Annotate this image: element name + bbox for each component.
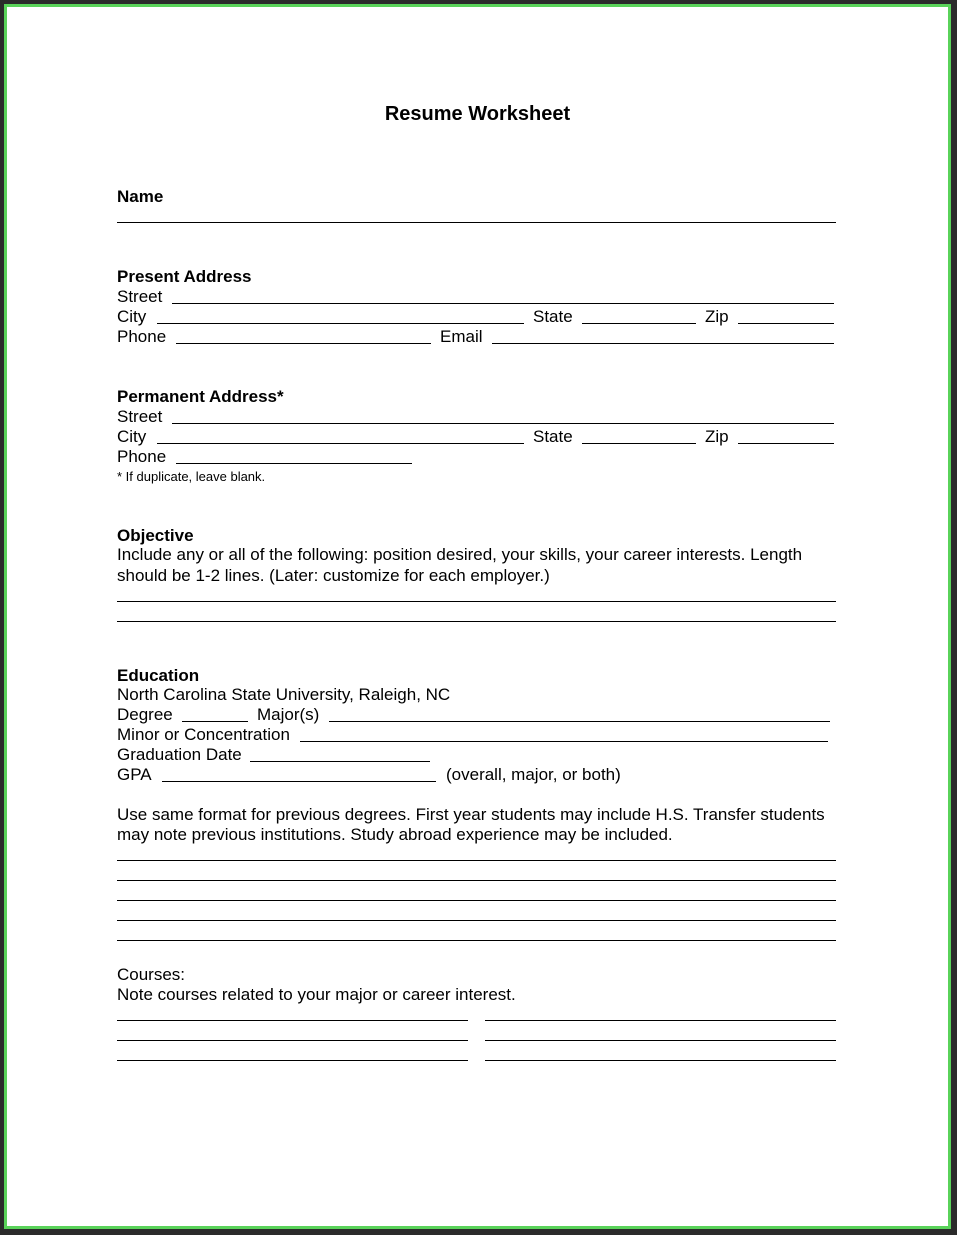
grad-date-field[interactable]	[250, 761, 430, 762]
degree-label: Degree	[117, 705, 173, 724]
present-zip-label: Zip	[705, 307, 729, 326]
permanent-state-field[interactable]	[582, 443, 696, 444]
name-field[interactable]	[117, 222, 836, 223]
present-email-field[interactable]	[492, 343, 834, 344]
permanent-state-label: State	[533, 427, 573, 446]
grad-date-label: Graduation Date	[117, 745, 242, 764]
permanent-zip-field[interactable]	[738, 443, 834, 444]
name-label: Name	[117, 187, 164, 206]
present-city-label: City	[117, 307, 147, 326]
minor-label: Minor or Concentration	[117, 725, 290, 744]
present-state-label: State	[533, 307, 573, 326]
permanent-city-label: City	[117, 427, 147, 446]
education-heading: Education	[117, 666, 200, 685]
present-email-label: Email	[440, 327, 483, 346]
education-line-2[interactable]	[117, 880, 836, 881]
objective-line-2[interactable]	[117, 621, 836, 622]
course-line-right-2[interactable]	[485, 1040, 836, 1041]
education-line-1[interactable]	[117, 860, 836, 861]
majors-label: Major(s)	[257, 705, 320, 724]
courses-note: Note courses related to your major or career interest.	[117, 985, 516, 1004]
present-city-field[interactable]	[157, 323, 524, 324]
present-phone-label: Phone	[117, 327, 167, 346]
education-line-4[interactable]	[117, 920, 836, 921]
present-street-field[interactable]	[172, 303, 834, 304]
previous-degrees-1: Use same format for previous degrees. First year students may include H.S. Transfer students	[117, 805, 825, 824]
minor-field[interactable]	[300, 741, 828, 742]
education-line-3[interactable]	[117, 900, 836, 901]
objective-instructions-1: Include any or all of the following: position desired, your skills, your career interests. Length	[117, 545, 803, 564]
majors-field[interactable]	[329, 721, 830, 722]
permanent-zip-label: Zip	[705, 427, 729, 446]
present-state-field[interactable]	[582, 323, 696, 324]
course-line-right-1[interactable]	[485, 1020, 836, 1021]
permanent-phone-field[interactable]	[176, 463, 412, 464]
previous-degrees-2: may note previous institutions. Study abroad experience may be included.	[117, 825, 673, 844]
gpa-note: (overall, major, or both)	[446, 765, 621, 784]
degree-field[interactable]	[182, 721, 248, 722]
page-title: Resume Worksheet	[384, 103, 571, 125]
present-street-label: Street	[117, 287, 163, 306]
permanent-phone-label: Phone	[117, 447, 167, 466]
gpa-field[interactable]	[162, 781, 436, 782]
present-address-heading: Present Address	[117, 267, 252, 286]
present-phone-field[interactable]	[176, 343, 431, 344]
permanent-city-field[interactable]	[157, 443, 524, 444]
permanent-address-heading: Permanent Address*	[117, 387, 284, 406]
present-zip-field[interactable]	[738, 323, 834, 324]
gpa-label: GPA	[117, 765, 152, 784]
education-line-5[interactable]	[117, 940, 836, 941]
course-line-left-1[interactable]	[117, 1020, 468, 1021]
objective-instructions-2: should be 1-2 lines. (Later: customize for each employer.)	[117, 566, 550, 585]
duplicate-note: * If duplicate, leave blank.	[117, 469, 266, 484]
permanent-street-label: Street	[117, 407, 163, 426]
courses-heading: Courses:	[117, 965, 186, 984]
objective-line-1[interactable]	[117, 601, 836, 602]
permanent-street-field[interactable]	[172, 423, 834, 424]
objective-heading: Objective	[117, 526, 194, 545]
course-line-left-2[interactable]	[117, 1040, 468, 1041]
worksheet-page	[4, 4, 951, 1229]
course-line-right-3[interactable]	[485, 1060, 836, 1061]
course-line-left-3[interactable]	[117, 1060, 468, 1061]
school-name: North Carolina State University, Raleigh, NC	[117, 685, 451, 704]
